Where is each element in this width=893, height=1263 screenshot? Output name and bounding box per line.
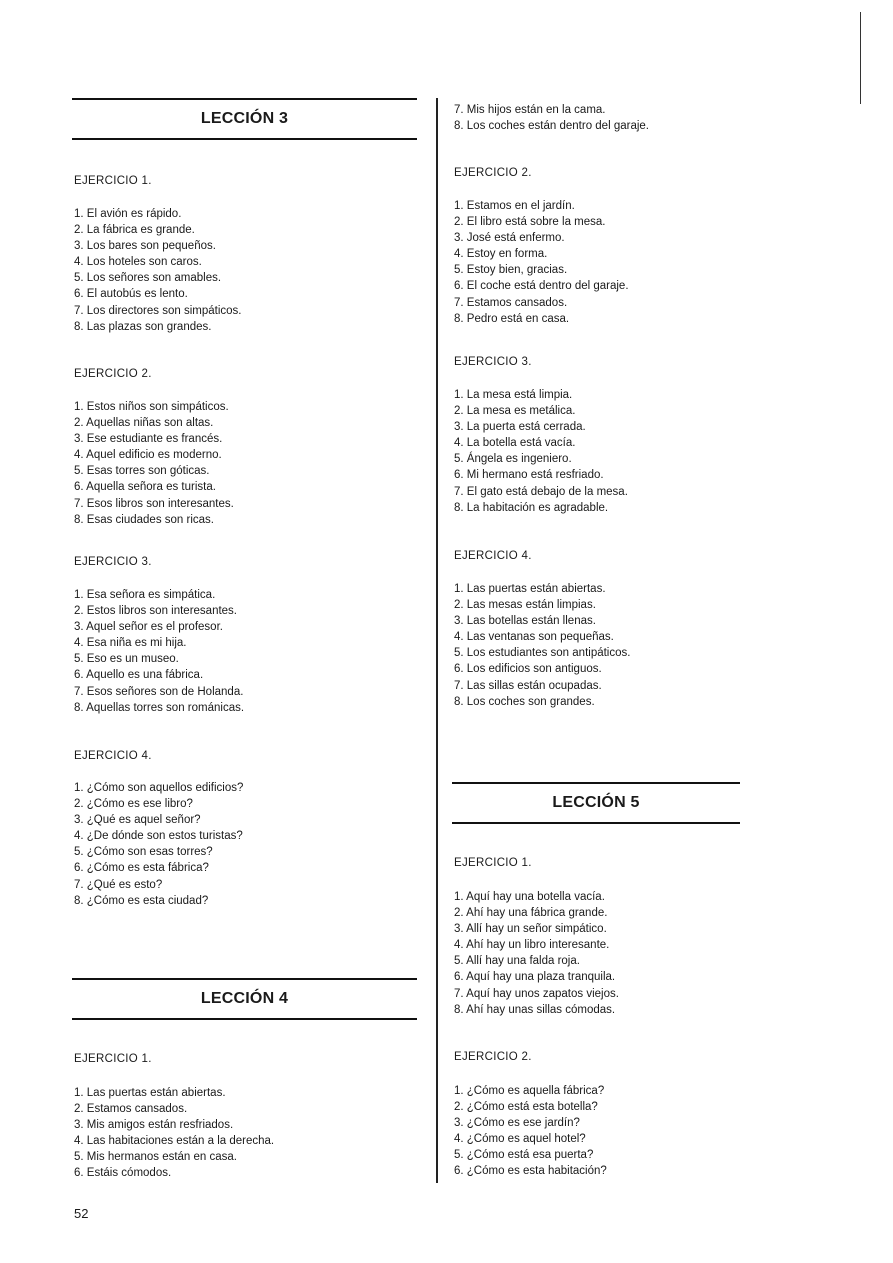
list-item: 5. Eso es un museo.: [74, 653, 179, 666]
list-item: 2. La fábrica es grande.: [74, 224, 195, 237]
list-item: 6. Aquello es una fábrica.: [74, 669, 204, 682]
list-item: 3. La puerta está cerrada.: [454, 421, 586, 434]
list-item: 1. La mesa está limpia.: [454, 389, 573, 401]
l3-ex4-title: EJERCICIO 4.: [74, 750, 152, 762]
lesson-5-heading-text: LECCIÓN 5: [552, 794, 640, 811]
list-item: 1. Las puertas están abiertas.: [454, 583, 606, 595]
list-item: 8. Pedro está en casa.: [454, 312, 570, 325]
list-item: 3. ¿Cómo es ese jardín?: [454, 1117, 580, 1130]
lesson-4-heading: [72, 978, 417, 1020]
list-item: 4. Los hoteles son caros.: [74, 256, 202, 269]
l4-ex2-title: EJERCICIO 2.: [454, 167, 532, 179]
list-item: 2. El libro está sobre la mesa.: [454, 216, 606, 229]
list-item: 6. Estáis cómodos.: [74, 1167, 172, 1180]
list-item: 2. Estamos cansados.: [74, 1103, 188, 1116]
list-item: 4. Estoy en forma.: [454, 248, 548, 261]
list-item: 4. ¿De dónde son estos turistas?: [74, 830, 243, 843]
list-item: 2. Aquellas niñas son altas.: [74, 417, 214, 430]
list-item: 5. Esas torres son góticas.: [74, 465, 210, 478]
l3-ex1-title: EJERCICIO 1.: [74, 175, 152, 187]
list-item: 1. Aquí hay una botella vacía.: [454, 891, 605, 903]
l4-ex1-list: [74, 1085, 274, 1182]
l3-ex4-list: [74, 780, 243, 909]
list-item: 8. Ahí hay unas sillas cómodas.: [454, 1003, 616, 1016]
list-item: 3. Allí hay un señor simpático.: [454, 923, 607, 936]
list-item: 2. Ahí hay una fábrica grande.: [454, 907, 608, 920]
list-item: 6. Aquí hay una plaza tranquila.: [454, 971, 616, 984]
list-item: 7. El gato está debajo de la mesa.: [454, 485, 628, 498]
l3-ex3-list: [74, 587, 244, 716]
list-item: 4. Ahí hay un libro interesante.: [454, 939, 610, 952]
list-item: 8. ¿Cómo es esta ciudad?: [74, 894, 209, 907]
list-item: 6. El autobús es lento.: [74, 288, 188, 301]
list-item: 3. Ese estudiante es francés.: [74, 433, 223, 446]
list-item: 1. Las puertas están abiertas.: [74, 1087, 226, 1099]
list-item: 8. Los coches son grandes.: [454, 695, 595, 708]
list-item: 5. Ángela es ingeniero.: [454, 453, 572, 466]
list-item: 4. Las habitaciones están a la derecha.: [74, 1135, 275, 1148]
list-item: 8. Los coches están dentro del garaje.: [454, 120, 649, 133]
l5-ex2-title: EJERCICIO 2.: [454, 1051, 532, 1063]
list-item: 6. ¿Cómo es esta habitación?: [454, 1165, 607, 1178]
list-item: 3. Mis amigos están resfriados.: [74, 1119, 234, 1132]
list-item: 5. Los señores son amables.: [74, 272, 222, 285]
list-item: 2. Las mesas están limpias.: [454, 599, 596, 612]
list-item: 1. Esa señora es simpática.: [74, 589, 216, 601]
page-number: 52: [74, 1206, 89, 1221]
l5-ex2-list: [454, 1083, 607, 1180]
l5-ex1-list: [454, 889, 619, 1018]
list-item: 4. Las ventanas son pequeñas.: [454, 631, 614, 644]
list-item: 5. Los estudiantes son antipáticos.: [454, 647, 631, 660]
list-item: 2. La mesa es metálica.: [454, 405, 576, 418]
list-item: 5. Allí hay una falda roja.: [454, 955, 580, 968]
list-item: 4. La botella está vacía.: [454, 437, 576, 450]
list-item: 8. Las plazas son grandes.: [74, 320, 212, 333]
list-item: 3. Aquel señor es el profesor.: [74, 621, 223, 634]
list-item: 5. Estoy bien, gracias.: [454, 264, 568, 277]
l4-ex3-list: [454, 387, 628, 516]
l4-ex1-title: EJERCICIO 1.: [74, 1053, 152, 1065]
list-item: 1. Estos niños son simpáticos.: [74, 401, 229, 413]
list-item: 2. ¿Cómo está esta botella?: [454, 1101, 598, 1114]
list-item: 7. Mis hijos están en la cama.: [454, 104, 606, 116]
list-item: 4. Aquel edificio es moderno.: [74, 449, 222, 462]
list-item: 7. Estamos cansados.: [454, 296, 568, 309]
list-item: 7. Esos señores son de Holanda.: [74, 685, 244, 698]
list-item: 3. Los bares son pequeños.: [74, 240, 216, 253]
lesson-3-heading: [72, 98, 417, 140]
list-item: 8. Esas ciudades son ricas.: [74, 513, 214, 526]
list-item: 3. Las botellas están llenas.: [454, 615, 596, 628]
list-item: 4. Esa niña es mi hija.: [74, 637, 187, 650]
l3-ex2-title: EJERCICIO 2.: [74, 368, 152, 380]
list-item: 1. ¿Cómo es aquella fábrica?: [454, 1085, 605, 1097]
l4-ex3-title: EJERCICIO 3.: [454, 356, 532, 368]
list-item: 6. ¿Cómo es esta fábrica?: [74, 862, 209, 875]
list-item: 6. Los edificios son antiguos.: [454, 663, 602, 676]
lesson-5-heading: [452, 782, 740, 824]
list-item: 3. José está enfermo.: [454, 232, 565, 245]
list-item: 5. ¿Cómo está esa puerta?: [454, 1149, 594, 1162]
list-item: 1. ¿Cómo son aquellos edificios?: [74, 782, 244, 794]
l4-ex2-list: [454, 198, 629, 327]
lesson-4-heading-text: LECCIÓN 4: [200, 990, 289, 1007]
list-item: 5. ¿Cómo son esas torres?: [74, 846, 213, 859]
list-item: 7. ¿Qué es esto?: [74, 878, 163, 891]
l4-ex4-title: EJERCICIO 4.: [454, 550, 532, 562]
list-item: 1. El avión es rápido.: [74, 208, 182, 220]
list-item: 7. Aquí hay unos zapatos viejos.: [454, 987, 619, 1000]
l3-ex1-list: [74, 206, 241, 335]
list-item: 6. El coche está dentro del garaje.: [454, 280, 629, 293]
list-item: 8. Aquellas torres son románicas.: [74, 701, 245, 714]
list-item: 6. Mi hermano está resfriado.: [454, 469, 604, 482]
list-item: 7. Esos libros son interesantes.: [74, 497, 234, 510]
l4-ex4-list: [454, 581, 630, 710]
l4-ex1-continued-list: [454, 102, 649, 134]
list-item: 5. Mis hermanos están en casa.: [74, 1151, 237, 1164]
list-item: 7. Las sillas están ocupadas.: [454, 679, 602, 692]
l3-ex3-title: EJERCICIO 3.: [74, 556, 152, 568]
list-item: 3. ¿Qué es aquel señor?: [74, 814, 201, 827]
list-item: 2. Estos libros son interesantes.: [74, 605, 237, 618]
l3-ex2-list: [74, 399, 234, 528]
list-item: 8. La habitación es agradable.: [454, 501, 609, 514]
column-divider: [436, 98, 438, 1183]
list-item: 1. Estamos en el jardín.: [454, 200, 575, 212]
l5-ex1-title: EJERCICIO 1.: [454, 857, 532, 869]
list-item: 7. Los directores son simpáticos.: [74, 304, 242, 317]
list-item: 6. Aquella señora es turista.: [74, 481, 216, 494]
lesson-3-heading-text: LECCIÓN 3: [200, 110, 289, 127]
list-item: 2. ¿Cómo es ese libro?: [74, 798, 193, 811]
list-item: 4. ¿Cómo es aquel hotel?: [454, 1133, 586, 1146]
scan-edge-mark: [860, 12, 861, 104]
